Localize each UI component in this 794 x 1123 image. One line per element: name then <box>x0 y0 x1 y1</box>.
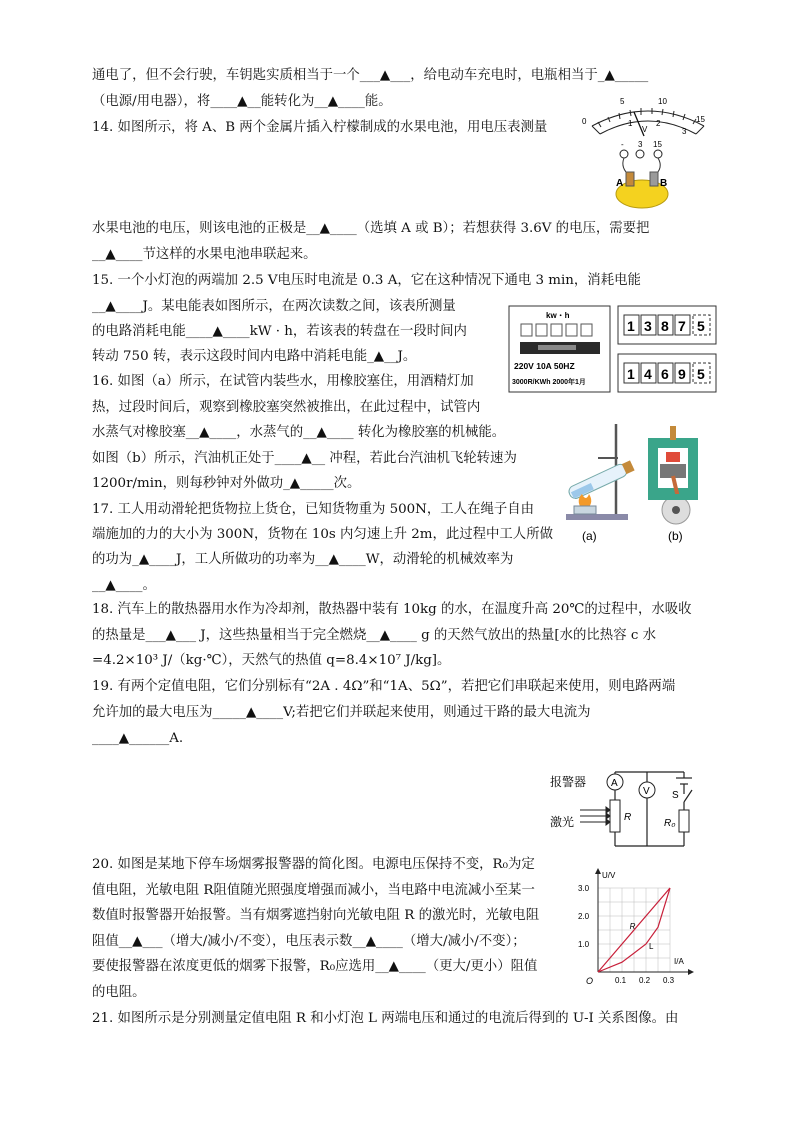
meter-dials <box>521 324 592 336</box>
scale-bottom-label: 2 <box>656 119 661 128</box>
digit: 1 <box>627 366 635 382</box>
digit: 3 <box>644 318 652 334</box>
digit: 8 <box>661 318 669 334</box>
text-line: 端施加的力的大小为 300N，货物在 10s 内匀速上升 2m，此过程中工人所做 <box>92 527 553 542</box>
text-line: __▲____J。某电能表如图所示，在两次读数之间，该表所测量 <box>92 299 456 314</box>
x-axis-label: I/A <box>674 957 684 966</box>
digit: 6 <box>661 366 669 382</box>
unit-label: V <box>642 125 648 134</box>
text-line: 水果电池的电压，则该电池的正极是__▲____（选填 A 或 B）；若想获得 3.6V 的电压，需要把 <box>92 221 650 236</box>
text-line: 热，过段时间后，观察到橡胶塞突然被推出，在此过程中，试管内 <box>92 400 481 415</box>
series-label: R <box>629 922 636 932</box>
text-line: 18. 汽车上的散热器用水作为冷却剂，散热器中装有 10kg 的水，在温度升高 20℃的过程中，水吸收 <box>92 602 692 617</box>
voltmeter-dial <box>592 108 704 134</box>
digit: 1 <box>627 318 635 334</box>
text-line: 的热量是___▲___ J，这些热量相当于完全燃烧__▲____ g 的天然气放出的热量[水的比热容 c 水 <box>92 628 656 643</box>
meter-spec: 220V 10A 50HZ <box>514 361 575 371</box>
digit: 9 <box>678 366 686 382</box>
text-line: 1200r/min，则每秒钟对外做功_▲_____次。 <box>92 476 361 491</box>
text-line: 数值时报警器开始报警。当有烟雾遮挡射向光敏电阻 R 的激光时，光敏电阻 <box>92 908 540 923</box>
figure-label-a: (a) <box>582 529 597 543</box>
text-line: 15. 一个小灯泡的两端加 2.5 V电压时电流是 0.3 A，它在这种情况下通电 3 min，消耗电能 <box>92 273 641 288</box>
series-label: L <box>649 941 654 951</box>
text-line: 转动 750 转，表示这段时间内电路中消耗电能_▲__J。 <box>92 349 417 364</box>
text-line: 水蒸气对橡胶塞__▲____，水蒸气的__▲____ 转化为橡胶塞的机械能。 <box>92 425 506 440</box>
text-line: 的电阻。 <box>92 985 146 1000</box>
meter-disc-highlight <box>538 345 576 350</box>
test-tube-apparatus <box>566 424 635 520</box>
text-line: __▲____。 <box>92 578 156 593</box>
digit: 5 <box>697 366 705 382</box>
text-line: （电源/用电器），将____▲__能转化为__▲____能。 <box>92 94 392 109</box>
steam-engine-figure <box>556 410 716 548</box>
photoresistor-label: R <box>624 812 632 823</box>
resistor-r0 <box>679 810 689 832</box>
ui-chart <box>574 856 704 988</box>
photoresistor <box>610 800 620 832</box>
alarm-circuit-figure <box>546 760 716 850</box>
x-tick-label: 0.1 <box>615 976 627 985</box>
text-line: 16. 如图（a）所示，在试管内装些水，用橡胶塞住，用酒精灯加 <box>92 374 474 389</box>
text-line: 21. 如图所示是分别测量定值电阻 R 和小灯泡 L 两端电压和通过的电流后得到的 U-I 关系图像。由 <box>92 1011 679 1026</box>
laser-label: 激光 <box>550 815 575 829</box>
text-line: =4.2×10³ J/（kg·℃），天然气的热值 q=8.4×10⁷ J/kg]。 <box>92 653 451 668</box>
figure-label-b: (b) <box>668 529 683 543</box>
terminal-label: - <box>621 140 624 149</box>
scale-top-label: 15 <box>696 115 705 124</box>
text-line: 20. 如图是某地下停车场烟雾报警器的简化图。电源电压保持不变，R₀为定 <box>92 857 535 872</box>
text-line: 允许加的最大电压为_____▲____V;若把它们并联起来使用，则通过干路的最大电流为 <box>92 705 591 720</box>
alarm-label: 报警器 <box>550 775 587 789</box>
y-tick-label: 2.0 <box>578 912 590 921</box>
switch-label: S <box>672 790 679 801</box>
x-tick-label: 0.2 <box>639 976 651 985</box>
text-line: 14. 如图所示，将 A、B 两个金属片插入柠檬制成的水果电池，用电压表测量 <box>92 120 548 135</box>
y-tick-label: 1.0 <box>578 940 590 949</box>
meter-unit: kw・h <box>546 311 570 320</box>
y-axis-label: U/V <box>602 871 616 880</box>
electrode-a <box>626 172 634 186</box>
reading-1 <box>624 315 710 335</box>
text-line: ____▲______A. <box>92 731 184 746</box>
origin-label: O <box>586 976 594 986</box>
terminal-label: 3 <box>638 140 643 149</box>
x-tick-label: 0.3 <box>663 976 675 985</box>
meter-rating: 3000R/KWh 2000年1月 <box>512 379 586 386</box>
scale-top-label: 10 <box>658 97 667 106</box>
voltmeter-lemon-figure <box>578 92 718 214</box>
digit: 5 <box>697 318 705 334</box>
y-axis-arrow <box>595 868 601 874</box>
text-line: 的功为_▲____J，工人所做功的功率为__▲____W，动滑轮的机械效率为 <box>92 552 514 567</box>
laser-arrows <box>580 807 610 825</box>
reading-2 <box>624 363 710 383</box>
electrode-label: A <box>616 178 624 189</box>
electrode-b <box>650 172 658 186</box>
voltmeter-terminals <box>620 150 662 158</box>
scale-bottom-label: 0 <box>582 117 587 126</box>
voltmeter-label: V <box>643 786 650 797</box>
text-line: 值电阻，光敏电阻 R阻值随光照强度增强而减小，当电路中电流减小至某一 <box>92 883 535 898</box>
text-line: 阻值__▲___（增大/减小/不变），电压表示数__▲____（增大/减小/不变）； <box>92 934 526 949</box>
text-line: __▲____节这样的水果电池串联起来。 <box>92 247 317 262</box>
x-axis-arrow <box>688 969 694 975</box>
text-line: 17. 工人用动滑轮把货物拉上货仓，已知货物重为 500N，工人在绳子自由 <box>92 502 535 517</box>
digit: 7 <box>678 318 686 334</box>
scale-bottom-label: 3 <box>682 127 687 136</box>
scale-top-label: 5 <box>620 97 625 106</box>
energy-meter-figure <box>508 302 718 398</box>
text-line: 如图（b）所示，汽油机正处于____▲__ 冲程，若此台汽油机飞轮转速为 <box>92 451 517 466</box>
scale-bottom-label: 1 <box>628 119 633 128</box>
resistor-r0-label: R₀ <box>664 818 676 829</box>
text-line: 通电了，但不会行驶，车钥匙实质相当于一个___▲___，给电动车充电时，电瓶相当于_▲_____ <box>92 68 649 83</box>
electrode-label: B <box>660 178 668 189</box>
terminal-label: 15 <box>653 140 662 149</box>
text-line: 19. 有两个定值电阻，它们分别标有“2A . 4Ω”和“1A、5Ω”，若把它们串联起来使用，则电路两端 <box>92 679 676 694</box>
text-line: 的电路消耗电能____▲____kW · h，若该表的转盘在一段时间内 <box>92 324 467 339</box>
engine-cylinder <box>648 426 698 524</box>
digit: 4 <box>644 366 652 382</box>
y-tick-label: 3.0 <box>578 884 590 893</box>
text-line: 要使报警器在浓度更低的烟雾下报警，R₀应选用__▲____（更大/更小）阻值 <box>92 959 538 974</box>
ammeter-label: A <box>611 778 618 789</box>
